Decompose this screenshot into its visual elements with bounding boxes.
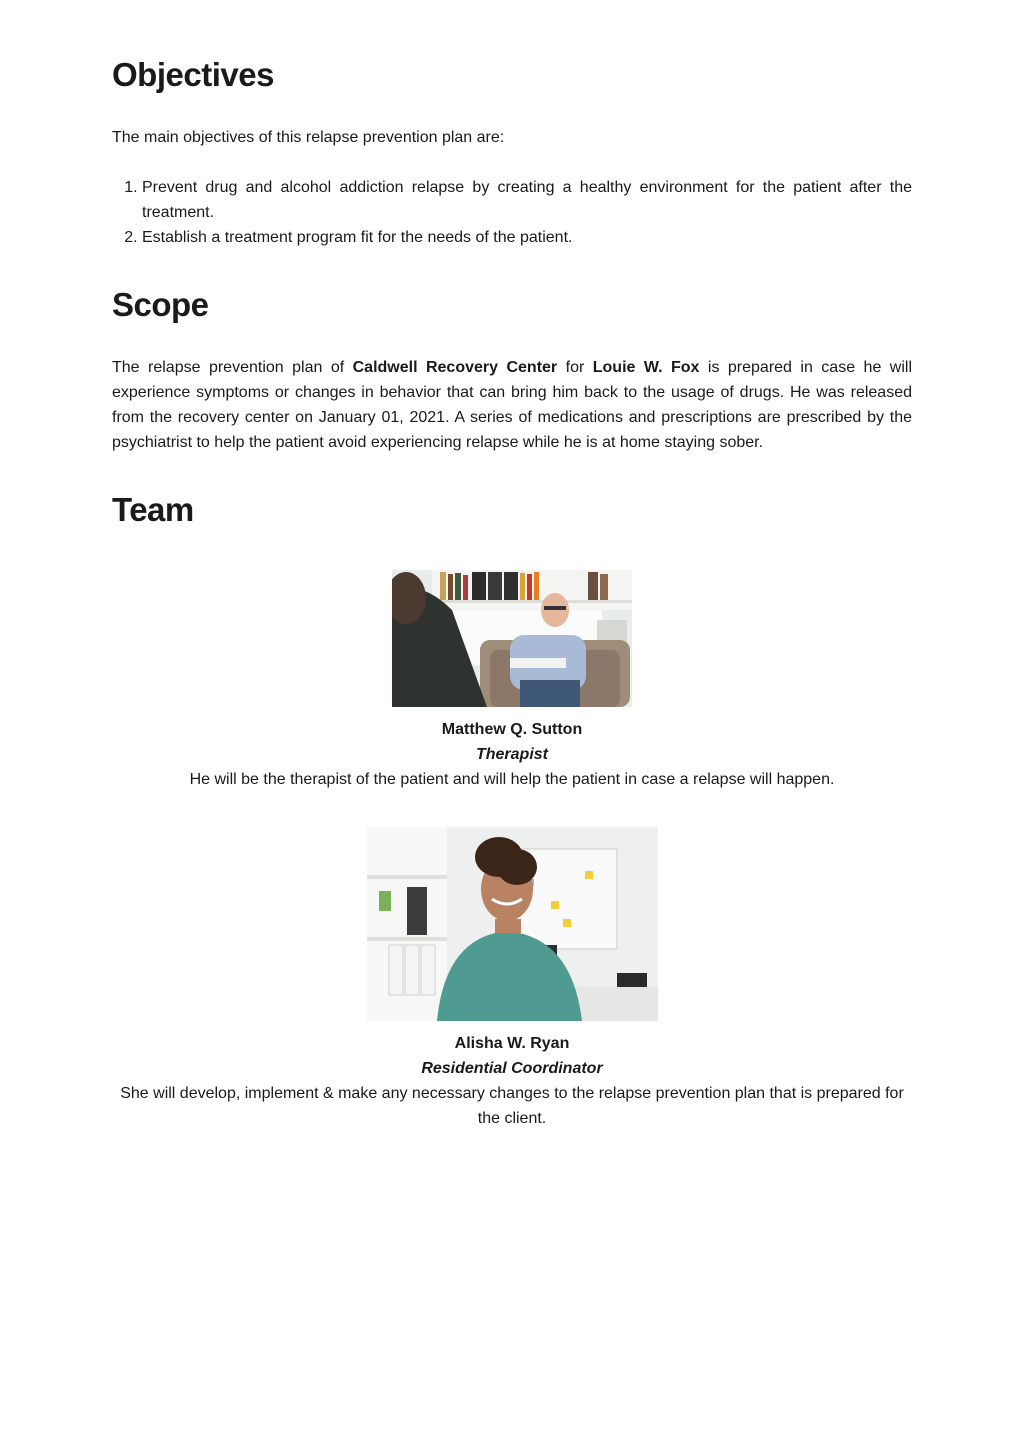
patient-name: Louie W. Fox bbox=[592, 359, 700, 376]
objectives-list bbox=[112, 175, 912, 250]
member-description: He will be the therapist of the patient and will help the patient in case a relapse will happen. bbox=[189, 771, 835, 788]
center-name: Caldwell Recovery Center bbox=[352, 359, 558, 376]
objective-item: 2. Establish a treatment program fit for the needs of the patient. bbox=[142, 225, 912, 250]
therapist-photo bbox=[392, 570, 632, 707]
objectives-intro: The main objectives of this relapse prevention plan are: bbox=[112, 129, 505, 146]
team-member-card bbox=[112, 827, 912, 1131]
member-name: Matthew Q. Sutton bbox=[441, 721, 583, 738]
objectives-heading: Objectives bbox=[112, 56, 274, 93]
member-name: Alisha W. Ryan bbox=[454, 1035, 570, 1052]
scope-text-2: for bbox=[557, 359, 593, 376]
scope-text-1: The relapse prevention plan of bbox=[112, 359, 353, 376]
member-role: Residential Coordinator bbox=[421, 1060, 603, 1077]
scope-heading: Scope bbox=[112, 286, 209, 323]
scope-paragraph bbox=[112, 355, 912, 455]
member-description: She will develop, implement & make any necessary changes to the relapse prevention plan that is prepared for the client. bbox=[120, 1085, 904, 1127]
member-role: Therapist bbox=[475, 746, 548, 763]
scope-text-3: is prepared in case he will experience symptoms or changes in behavior that can bring him back to the usage of drugs. He was released from the recovery center on January 01, 2021. A series of medications and prescriptions are prescribed by the psychiatrist to help the patient avoid experiencing relapse while he is at home staying sober. bbox=[112, 359, 913, 451]
objective-item: 1. Prevent drug and alcohol addiction relapse by creating a healthy environment for the patient after the treatment. bbox=[142, 175, 912, 225]
team-member-card bbox=[112, 570, 912, 792]
coordinator-photo bbox=[367, 827, 658, 1021]
team-heading: Team bbox=[112, 491, 194, 528]
